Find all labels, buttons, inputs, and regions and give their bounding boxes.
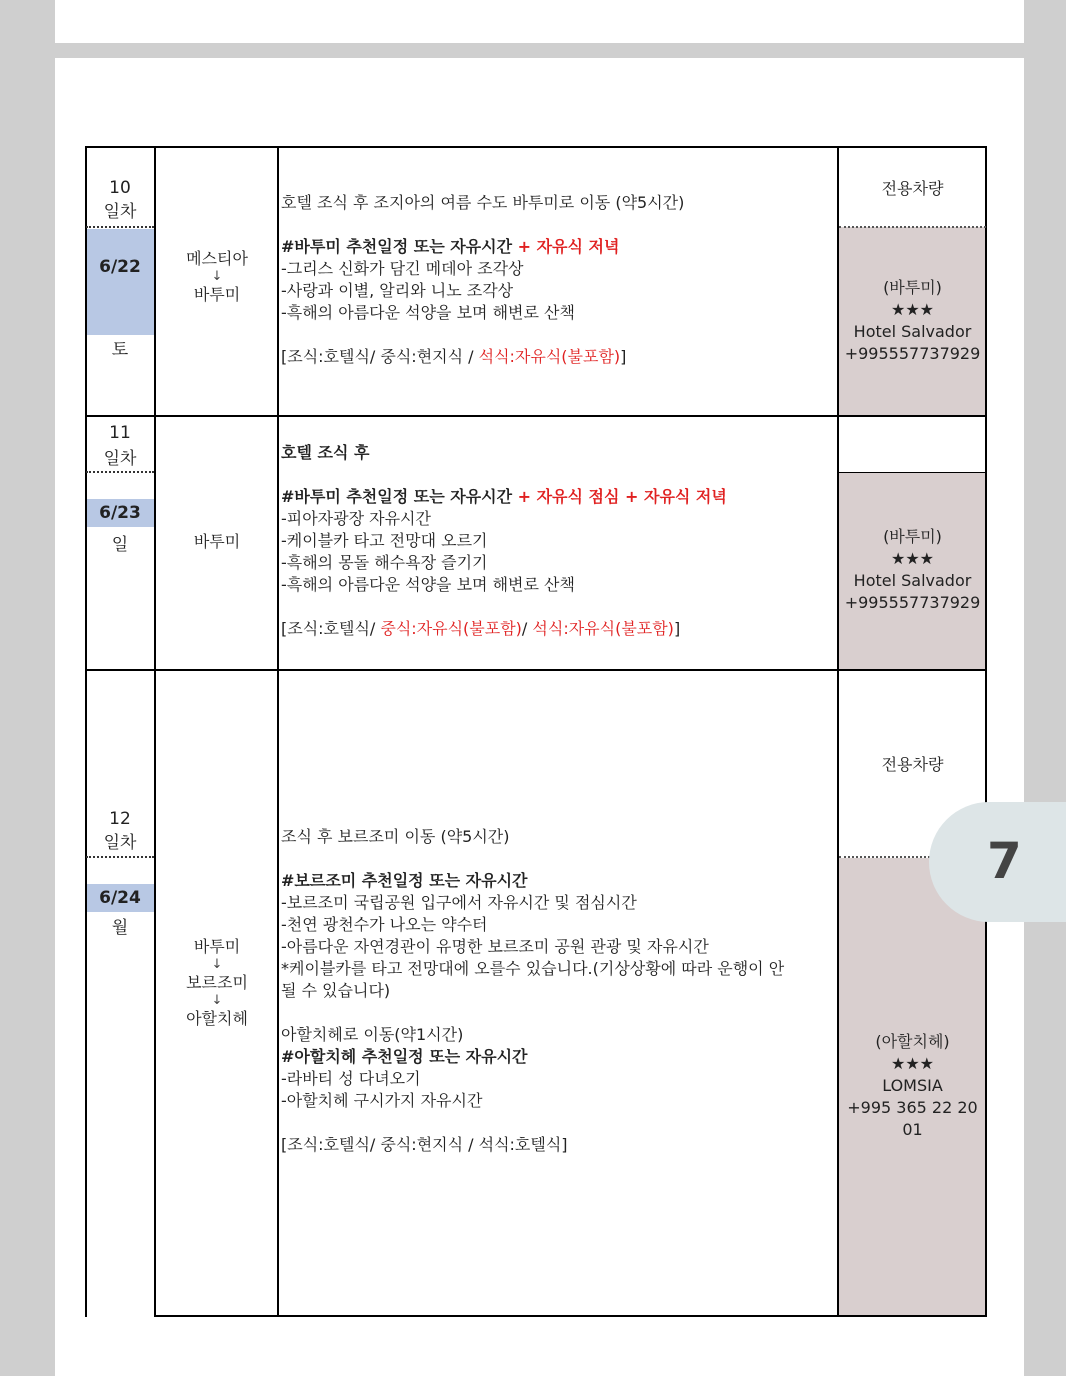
heading: #바투미 추천일정 또는 자유시간 + 자유식 점심 + 자유식 저녁 <box>281 487 727 506</box>
hotel-name: LOMSIA <box>882 1076 943 1095</box>
down-arrow-icon: ↓ <box>211 269 223 284</box>
star-rating: ★★★ <box>890 549 935 568</box>
hotel-name: Hotel Salvador <box>853 571 972 590</box>
hotel-city: (바투미) <box>883 278 942 297</box>
meals-line: [조식:호텔식/ 중식:현지식 / 석식:자유식(불포함)] <box>281 347 627 366</box>
day-of-week: 토 <box>111 340 129 360</box>
list-item: -케이블카 타고 전망대 오르기 <box>281 531 488 550</box>
route-stop: 메스티아 <box>186 249 248 268</box>
list-item: -보르조미 국립공원 입구에서 자유시간 및 점심시간 <box>281 893 637 912</box>
heading: #바투미 추천일정 또는 자유시간 + 자유식 저녁 <box>281 237 620 256</box>
hotel-separator <box>839 226 986 228</box>
row-divider <box>85 669 987 671</box>
star-rating: ★★★ <box>890 300 935 319</box>
heading: #보르조미 추천일정 또는 자유시간 <box>281 871 528 890</box>
list-item: -사랑과 이별, 알리와 니노 조각상 <box>281 281 514 300</box>
day-number: 10 <box>109 178 131 198</box>
vehicle-label: 전용차량 <box>881 179 944 198</box>
hotel-divider <box>839 472 986 473</box>
hotel-city: (아할치헤) <box>875 1032 950 1051</box>
hotel-city: (바투미) <box>883 527 942 546</box>
day-separator <box>86 226 154 228</box>
list-item: -흑해의 아름다운 석양을 보며 해변로 산책 <box>281 303 575 322</box>
list-item: 될 수 있습니다) <box>281 981 391 1000</box>
itinerary-content <box>281 442 837 640</box>
date-badge: 6/23 <box>86 499 154 527</box>
route <box>156 248 278 306</box>
list-item: -천연 광천수가 나오는 약수터 <box>281 915 488 934</box>
column-divider <box>154 146 156 1317</box>
meals-line: [조식:호텔식/ 중식:자유식(불포함)/ 석식:자유식(불포함)] <box>281 619 681 638</box>
day-number: 11 <box>109 423 131 443</box>
intro-text: 호텔 조식 후 조지아의 여름 수도 바투미로 이동 (약5시간) <box>281 193 685 212</box>
route <box>156 936 278 1030</box>
list-item: -흑해의 아름다운 석양을 보며 해변로 산책 <box>281 575 575 594</box>
route-stop: 보르조미 <box>186 973 248 992</box>
hotel-info <box>839 1031 986 1141</box>
heading: #아할치헤 추천일정 또는 자유시간 <box>281 1047 528 1066</box>
day-of-week: 월 <box>111 918 129 938</box>
list-item: -그리스 신화가 담긴 메데아 조각상 <box>281 259 524 278</box>
day-of-week: 일 <box>111 535 129 555</box>
intro-text: 호텔 조식 후 <box>281 443 370 462</box>
hotel-phone: +995 365 22 20 <box>847 1098 978 1117</box>
hotel-phone: +995557737929 <box>844 593 981 612</box>
vehicle-label: 전용차량 <box>881 755 944 774</box>
move-text: 아할치헤로 이동(약1시간) <box>281 1025 464 1044</box>
list-item: -라바티 성 다녀오기 <box>281 1069 421 1088</box>
route-stop: 바투미 <box>193 937 241 956</box>
hotel-name: Hotel Salvador <box>853 322 972 341</box>
day-separator <box>86 471 154 473</box>
list-item: -피아자광장 자유시간 <box>281 509 431 528</box>
day-unit: 일차 <box>103 833 137 853</box>
route-stop: 바투미 <box>193 285 241 304</box>
meals-line: [조식:호텔식/ 중식:현지식 / 석식:호텔식] <box>281 1135 568 1154</box>
down-arrow-icon: ↓ <box>211 957 223 972</box>
route-stop: 바투미 <box>193 532 241 551</box>
hotel-phone: +995557737929 <box>844 344 981 363</box>
page-number-tab <box>929 802 1066 922</box>
day-number: 12 <box>109 809 131 829</box>
table-border-bottom <box>155 1315 987 1317</box>
table-border-top <box>85 146 987 148</box>
hotel-info <box>839 526 986 614</box>
star-rating: ★★★ <box>890 1054 935 1073</box>
down-arrow-icon: ↓ <box>211 993 223 1008</box>
intro-text: 조식 후 보르조미 이동 (약5시간) <box>281 827 510 846</box>
column-divider <box>277 146 279 1317</box>
date-badge: 6/24 <box>86 884 154 912</box>
hotel-phone: 01 <box>902 1120 923 1139</box>
day-unit: 일차 <box>103 202 137 222</box>
list-item: -흑해의 몽돌 해수욕장 즐기기 <box>281 553 488 572</box>
day-unit: 일차 <box>103 449 137 469</box>
route-stop: 아할치헤 <box>186 1009 248 1028</box>
itinerary-content <box>281 826 837 1156</box>
page-number: 7 <box>987 832 1022 890</box>
list-item: *케이블카를 타고 전망대에 오를수 있습니다.(기상상황에 따라 운행이 안 <box>281 959 785 978</box>
route <box>156 531 278 553</box>
row-divider <box>85 415 987 417</box>
previous-page-edge <box>55 0 1024 43</box>
table-border-left <box>85 146 87 1317</box>
itinerary-content <box>281 192 837 368</box>
list-item: -아할치헤 구시가지 자유시간 <box>281 1091 483 1110</box>
hotel-info <box>839 277 986 365</box>
day-separator <box>86 856 154 858</box>
date-badge: 6/22 <box>86 229 154 335</box>
list-item: -아름다운 자연경관이 유명한 보르조미 공원 관광 및 자유시간 <box>281 937 709 956</box>
